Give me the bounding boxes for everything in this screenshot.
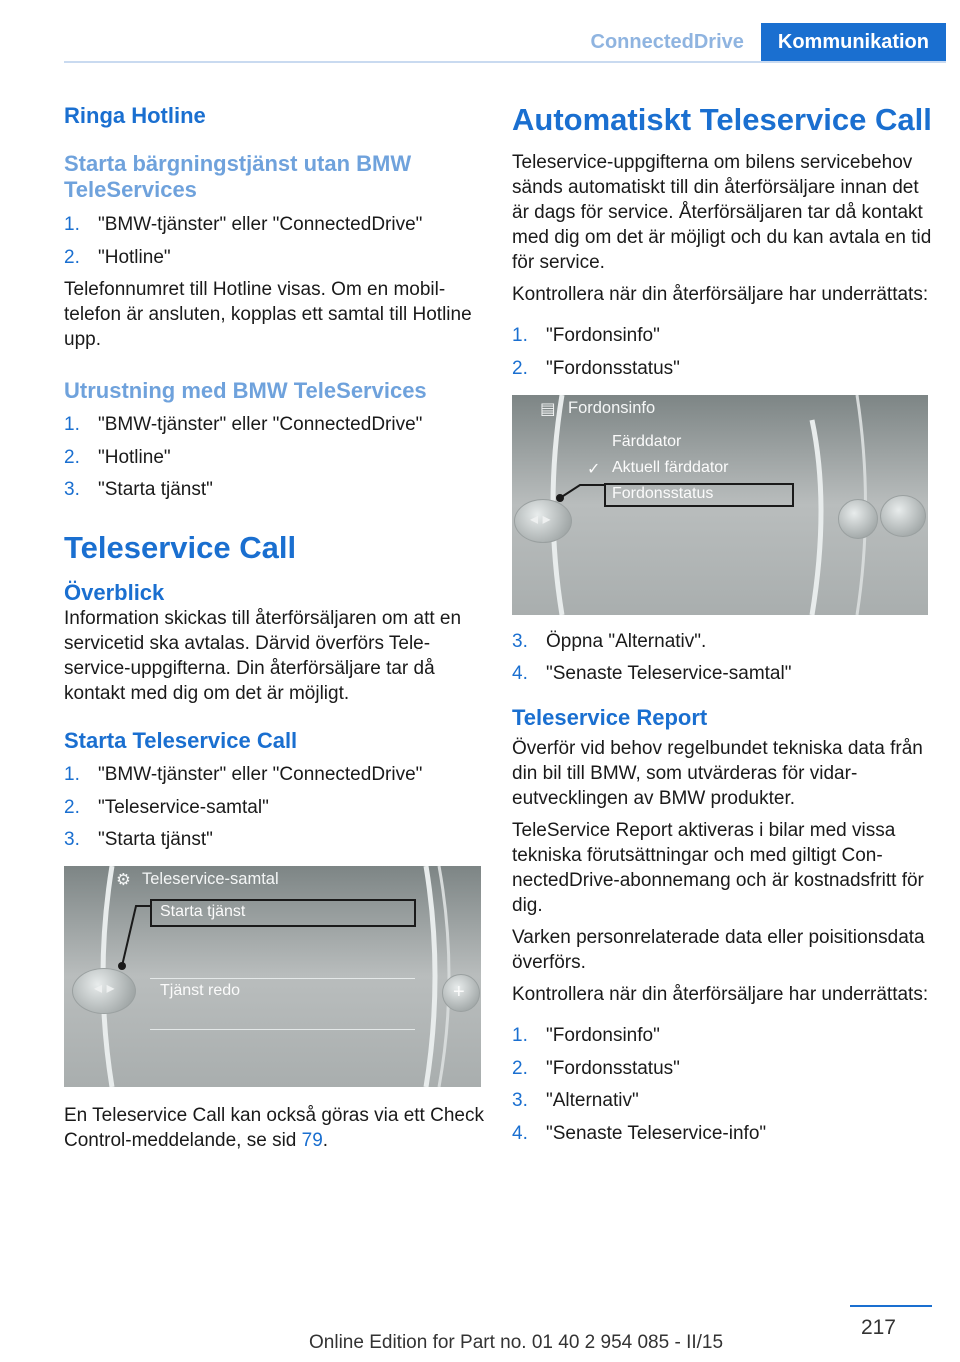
paragraph-overblick: Information skickas till återförsäljaren om att en servicetid ska avtalas. Därvid överförs Teleservice-uppgifterna. Din återförsäljare tar då kontakt med dig om det är möjligt. (64, 608, 462, 704)
note-end: . (322, 1130, 329, 1151)
divider (150, 978, 415, 979)
knob-arrows-icon: ◂ ▸ (94, 980, 115, 997)
step-text: "Starta tjänst" (98, 479, 213, 500)
step-text: "BMW-tjänster" eller "ConnectedDrive" (98, 764, 423, 785)
step-number: 2. (512, 357, 528, 379)
paragraph-report-4: Kontrollera när din återförsäljare har underrättats: (512, 984, 929, 1005)
tab-connecteddrive[interactable]: ConnectedDrive (574, 23, 761, 61)
steps-starta-teleservice (64, 762, 484, 852)
list-item (64, 245, 484, 270)
step-text: "Senaste Teleservice-samtal" (546, 663, 792, 684)
menu-item-aktuell-farddator[interactable]: Aktuell färddator (612, 458, 729, 476)
header-divider (64, 61, 946, 63)
paragraph-auto-2: Kontrollera när din återförsäljare har underrättats: (512, 284, 929, 305)
screenshot-teleservice-samtal (64, 866, 481, 1087)
paragraph-hotline: Telefonnumret till Hotline visas. Om en mobiltelefon är ansluten, kopplas ett samtal till Hotline upp. (64, 279, 472, 350)
step-text: "Fordonsinfo" (546, 1025, 660, 1046)
step-number: 2. (64, 246, 80, 268)
list-item (64, 762, 484, 787)
menu-item-farddator[interactable]: Färddator (612, 432, 682, 450)
heading-teleservice-call: Teleservice Call (64, 530, 297, 565)
list-item (64, 212, 484, 237)
menu-item-fordonsstatus[interactable]: Fordonsstatus (612, 484, 714, 502)
step-text: "Hotline" (98, 446, 171, 468)
list-item (64, 445, 484, 470)
page-number: 217 (860, 1316, 896, 1339)
step-number: 1. (512, 325, 528, 346)
divider (150, 1029, 415, 1030)
step-text: "Starta tjänst" (98, 829, 213, 850)
car-info-icon: ▤ (540, 399, 556, 418)
step-text: "Fordonsinfo" (546, 325, 660, 346)
list-item (64, 477, 484, 502)
step-number: 1. (64, 214, 80, 235)
steps-ringa (64, 212, 484, 270)
footer-divider (850, 1305, 932, 1307)
paragraph-auto-1: Teleservice-uppgifterna om bilens servicebehov sänds automatiskt till din återförsäljare innan det är dags för service. Återförsäljaren tar då kontakt med dig om det är möjligt och du kan avtala en tid för service. (512, 152, 932, 273)
check-icon: ✓ (587, 460, 601, 478)
screen-title: Teleservice-samtal (142, 870, 279, 888)
screen-title: Fordonsinfo (568, 398, 656, 417)
knob-arrows-icon: ◂ ▸ (530, 510, 551, 528)
right-column (512, 96, 932, 1153)
step-text: "Teleservice-samtal" (98, 796, 269, 818)
step-number: 1. (512, 1025, 528, 1046)
menu-item-tjanst-redo[interactable]: Tjänst redo (160, 982, 241, 999)
tab-kommunikation[interactable]: Kommunikation (761, 23, 946, 61)
list-item (64, 412, 484, 437)
list-item (512, 661, 932, 686)
header-tabs (574, 23, 947, 61)
step-number: 1. (64, 414, 80, 435)
heading-teleservice-report: Teleservice Report (512, 705, 708, 730)
paragraph-check-control (64, 1103, 484, 1153)
footer-edition: Online Edition for Part no. 01 40 2 954 085 - II/15 (309, 1332, 724, 1353)
list-item (512, 1056, 932, 1081)
steps-report (512, 1023, 932, 1146)
page-link[interactable]: 79 (301, 1130, 323, 1151)
step-number: 3. (512, 630, 528, 652)
list-item (64, 827, 484, 852)
steps-utrustning (64, 412, 484, 502)
list-item (64, 795, 484, 820)
list-item (512, 1088, 932, 1113)
step-number: 3. (512, 1090, 528, 1111)
step-number: 1. (64, 764, 80, 785)
step-number: 4. (512, 1122, 528, 1144)
step-text: "Alternativ" (546, 1090, 639, 1111)
menu-item-starta-tjanst[interactable]: Starta tjänst (160, 903, 246, 920)
heading-automatiskt: Automatiskt Teleservice Call (512, 102, 932, 137)
heading-starta-bargning: Starta bärgningstjänst utan BMW TeleServices (64, 151, 412, 202)
list-item (512, 1023, 932, 1048)
paragraph-report-1: Överför vid behov regelbundet tekniska data från din bil till BMW, som utvärderas för vidareutvecklingen av BMW produkter. (512, 738, 923, 809)
steps-auto-a (512, 323, 932, 381)
step-text: "Fordonsstatus" (546, 1057, 680, 1079)
controller-knob-far-right (880, 495, 926, 537)
list-item (512, 323, 932, 348)
list-item (512, 356, 932, 381)
step-number: 3. (64, 479, 80, 500)
plus-icon: + (453, 981, 465, 1003)
step-text: Öppna "Alternativ". (546, 630, 707, 652)
heading-overblick: Överblick (64, 580, 165, 605)
step-text: "Hotline" (98, 246, 171, 268)
step-number: 3. (64, 829, 80, 850)
heading-utrustning: Utrustning med BMW TeleServices (64, 378, 427, 403)
list-item (512, 1121, 932, 1146)
paragraph-report-2: TeleService Report aktiveras i bilar med vissa tekniska förutsättningar och med giltigt ConnectedDrive-abonnemang och är kostnadsfritt för dig. (512, 820, 924, 916)
screenshot-fordonsinfo (512, 395, 928, 615)
step-text: "Fordonsstatus" (546, 357, 680, 379)
controller-knob-right (838, 499, 878, 539)
note-text: En Teleservice Call kan också göras via ett Check Control-meddelande, se sid (64, 1105, 484, 1151)
paragraph-report-3: Varken personrelaterade data eller poisitionsdata överförs. (512, 927, 925, 973)
step-text: "Senaste Teleservice-info" (546, 1122, 767, 1144)
step-number: 2. (512, 1057, 528, 1079)
step-number: 2. (64, 446, 80, 468)
steps-auto-b (512, 629, 932, 687)
heading-ringa-hotline: Ringa Hotline (64, 103, 206, 128)
step-number: 2. (64, 796, 80, 818)
step-number: 4. (512, 663, 528, 684)
step-text: "BMW-tjänster" eller "ConnectedDrive" (98, 214, 423, 235)
heading-starta-teleservice: Starta Teleservice Call (64, 728, 298, 753)
step-text: "BMW-tjänster" eller "ConnectedDrive" (98, 414, 423, 435)
gear-icon: ⚙ (116, 871, 131, 889)
list-item (512, 629, 932, 654)
left-column (64, 96, 484, 1153)
